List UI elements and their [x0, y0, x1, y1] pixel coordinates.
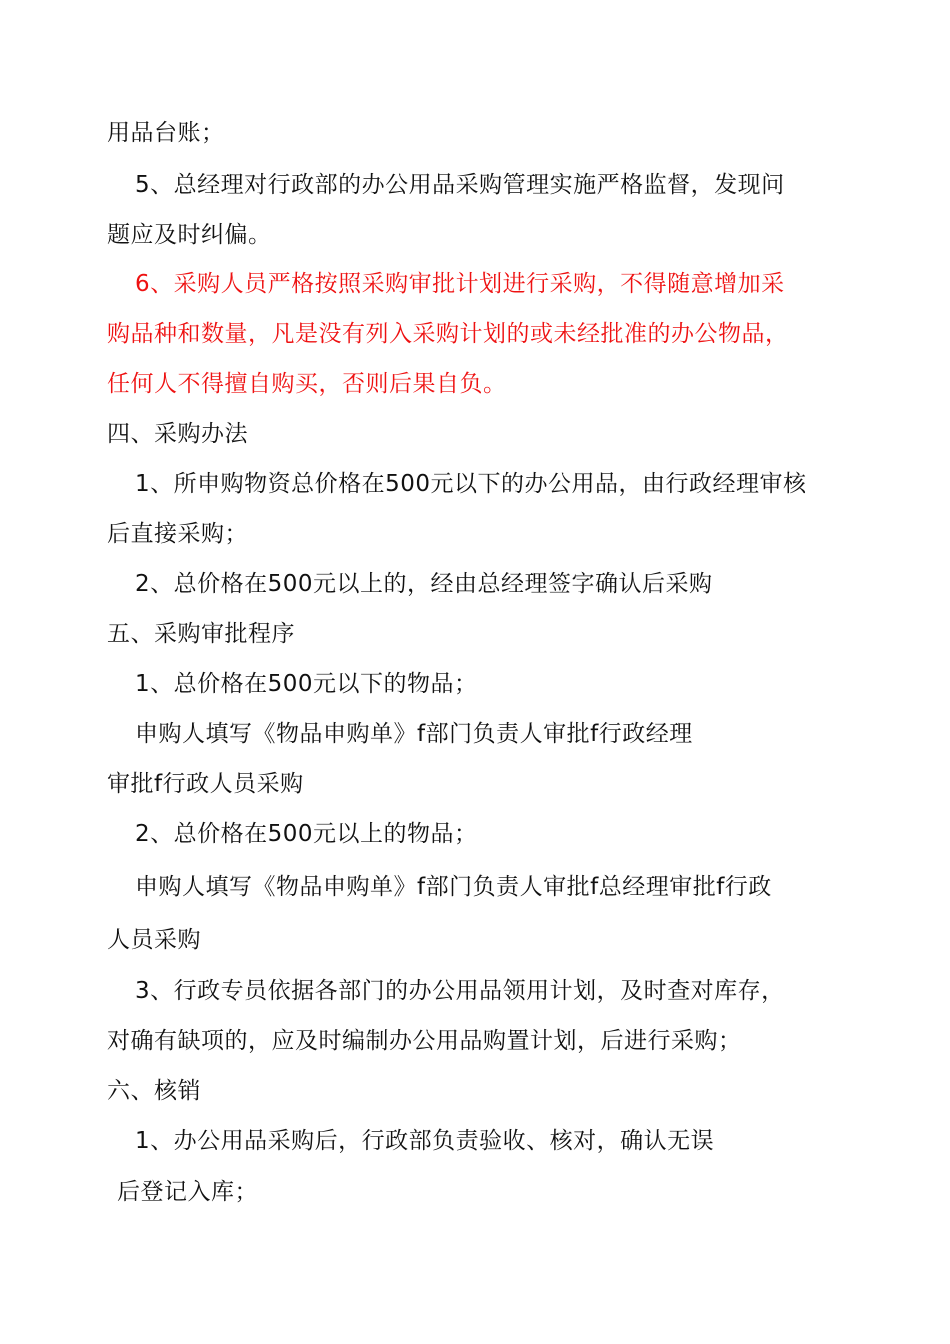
section-heading: 四、采购办法	[107, 421, 248, 447]
text-line: 1、办公用品采购后，行政部负责验收、核对，确认无误	[135, 1128, 715, 1154]
text-line: 题应及时纠偏。	[107, 222, 272, 248]
text-line: 5、总经理对行政部的办公用品采购管理实施严格监督，发现问	[135, 172, 785, 198]
highlighted-text-line: 6、采购人员严格按照采购审批计划进行采购，不得随意增加采	[135, 271, 785, 297]
text-line: 3、行政专员依据各部门的办公用品领用计划，及时查对库存，	[135, 978, 785, 1004]
text-line: 申购人填写《物品申购单》f部门负责人审批f总经理审批f行政	[135, 874, 772, 900]
text-line: 1、总价格在500元以下的物品；	[135, 671, 478, 697]
text-line: 2、总价格在500元以上的，经由总经理签字确认后采购	[135, 571, 713, 597]
highlighted-text-line: 任何人不得擅自购买，否则后果自负。	[107, 371, 507, 397]
section-heading: 五、采购审批程序	[107, 621, 295, 647]
text-line: 2、总价格在500元以上的物品；	[135, 821, 478, 847]
text-line: 对确有缺项的，应及时编制办公用品购置计划，后进行采购；	[107, 1028, 742, 1054]
text-line: 后登记入库；	[117, 1179, 258, 1205]
text-line: 申购人填写《物品申购单》f部门负责人审批f行政经理	[135, 721, 693, 747]
text-line: 人员采购	[107, 927, 201, 953]
text-line: 审批f行政人员采购	[107, 771, 304, 797]
highlighted-text-line: 购品种和数量，凡是没有列入采购计划的或未经批准的办公物品，	[107, 321, 789, 347]
text-line: 用品台账；	[107, 120, 225, 146]
text-line: 后直接采购；	[107, 521, 248, 547]
text-line: 1、所申购物资总价格在500元以下的办公用品，由行政经理审核	[135, 471, 807, 497]
section-heading: 六、核销	[107, 1078, 201, 1104]
